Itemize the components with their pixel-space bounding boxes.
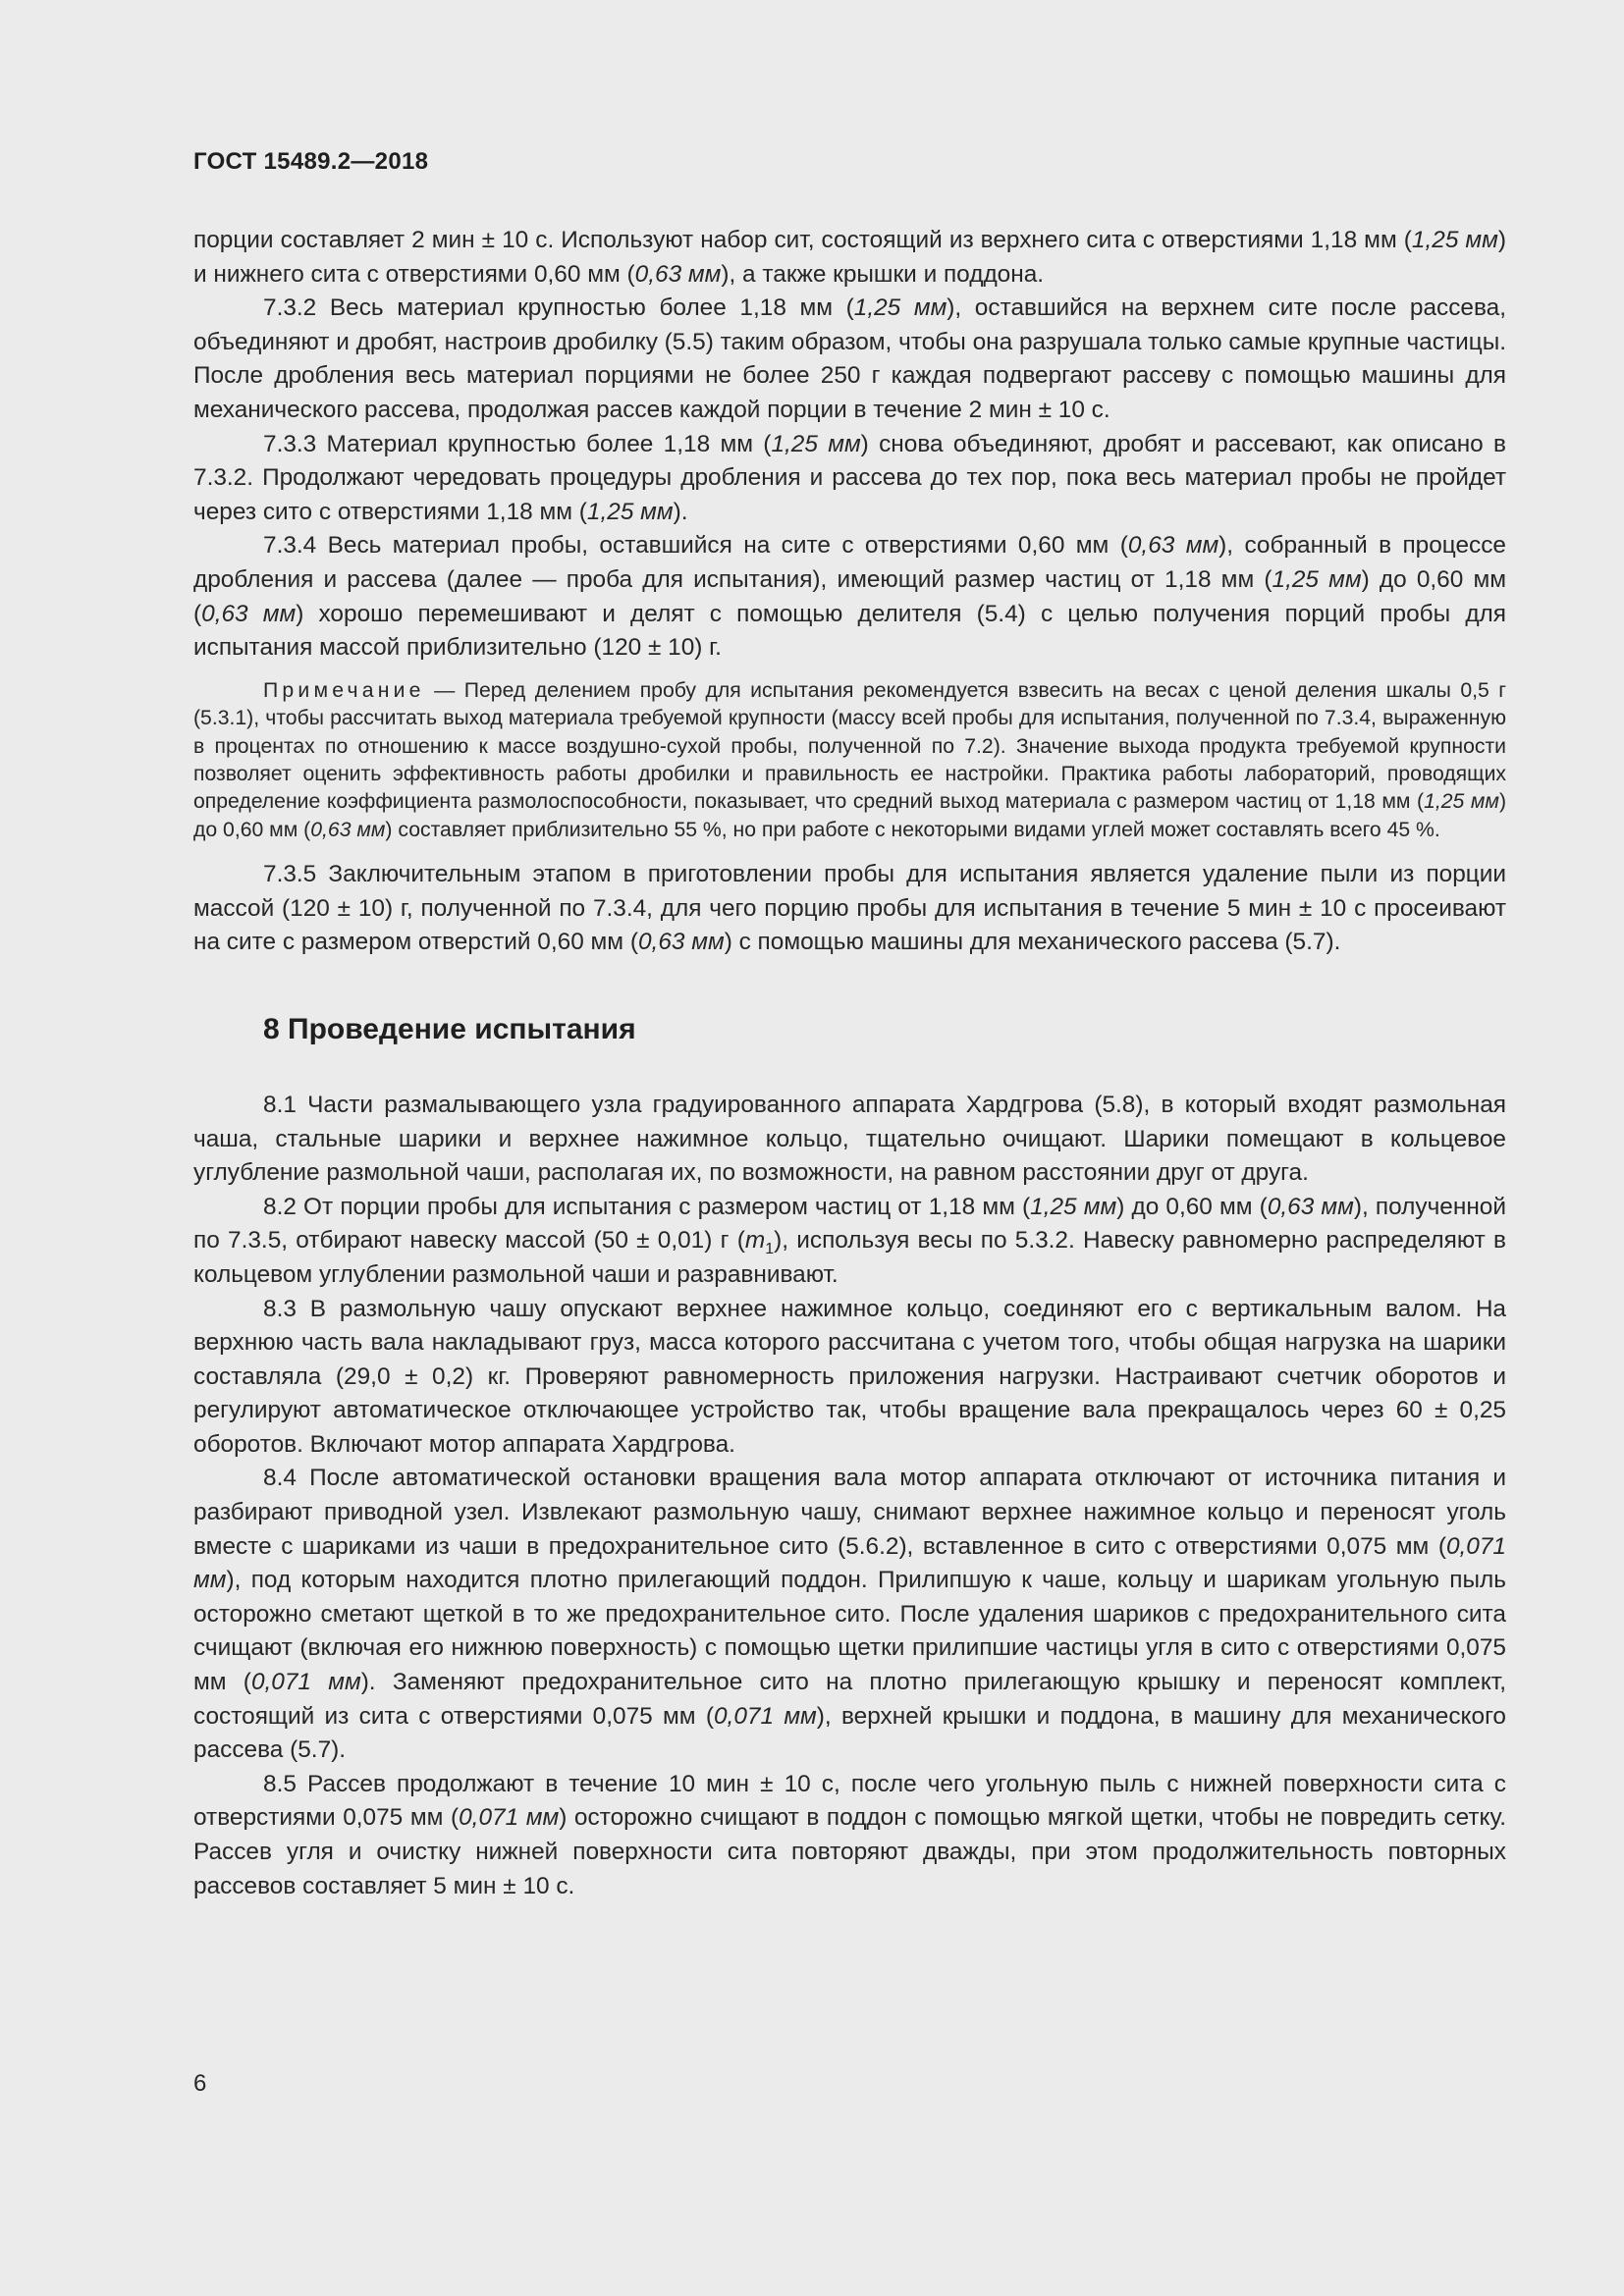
page-number: 6	[193, 2070, 207, 2097]
section-8-title: 8 Проведение испытания	[263, 1012, 636, 1045]
paragraph-7-3-1-continuation: порции составляет 2 мин ± 10 с. Используют набор сит, состоящий из верхнего сита с отверстиями 1,18 мм (1,25 мм) и нижнего сита с отверстиями 0,60 мм (0,63 мм), а также крышки и поддона.	[193, 227, 1506, 288]
paragraph-8-4: 8.4 После автоматической остановки вращения вала мотор аппарата отключают от источника питания и разбирают приводной узел. Извлекают размольную чашу, снимают верхнее нажимное кольцо и переносят уголь вместе с шариками из чаши в предохранительное сито (5.6.2), вставленное в сито с отверстиями 0,075 мм (0,071 мм), под которым находится плотно прилегающий поддон. Прилипшую к чаше, кольцу и шарикам угольную пыль осторожно сметают щеткой в то же предохранительное сито. После удаления шариков с предохранительного сита счищают (включая его нижнюю поверхность) с помощью щетки прилипшие частицы угля в сито с отверстиями 0,075 мм (0,071 мм). Заменяют предохранительное сито на плотно прилегающую крышку и переносят комплект, состоящий из сита с отверстиями 0,075 мм (0,071 мм), верхней крышки и поддона, в машину для механического рассева (5.7).	[193, 1465, 1507, 1764]
note-label: Примечание	[263, 678, 425, 702]
paragraph-7-3-2: 7.3.2 Весь материал крупностью более 1,18 мм (1,25 мм), оставшийся на верхнем сите после рассева, объединяют и дробят, настроив дробилку (5.5) таким образом, чтобы она разрушала только самые крупные частицы. После дробления весь материал порциями не более 250 г каждая подвергают рассеву с помощью машины для механического рассева, продолжая рассев каждой порции в течение 2 мин ± 10 с.	[193, 294, 1506, 423]
paragraph-8-2: 8.2 От порции пробы для испытания с размером частиц от 1,18 мм (1,25 мм) до 0,60 мм (0,63 мм), полученной по 7.3.5, отбирают навеску массой (50 ± 0,01) г $(m_1)$, используя весы по 5.3.2. Навеску равномерно распределяют в кольцевом углублении размольной чаши и разравнивают.	[193, 1193, 1506, 1288]
paragraph-7-3-4: 7.3.4 Весь материал пробы, оставшийся на сите с отверстиями 0,60 мм (0,63 мм), собранный в процессе дробления и рассева (далее — проба для испытания), имеющий размер частиц от 1,18 мм (1,25 мм) до 0,60 мм (0,63 мм) хорошо перемешивают и делят с помощью делителя (5.4) с целью получения порций пробы для испытания массой приблизительно (120 ± 10) г.	[193, 532, 1506, 662]
paragraph-8-5: 8.5 Рассев продолжают в течение 10 мин ± 10 с, после чего угольную пыль с нижней поверхности сита с отверстиями 0,075 мм (0,071 мм) осторожно счищают в поддон с помощью мягкой щетки, чтобы не повредить сетку. Рассев угля и очистку нижней поверхности сита повторяют дважды, при этом продолжительность повторных рассевов составляет 5 мин ± 10 с.	[193, 1770, 1506, 1899]
document-body	[193, 224, 1506, 1903]
paragraph-7-3-3: 7.3.3 Материал крупностью более 1,18 мм (1,25 мм) снова объединяют, дробят и рассевают, как описано в 7.3.2. Продолжают чередовать процедуры дробления и рассева до тех пор, пока весь материал пробы не пройдет через сито с отверстиями 1,18 мм (1,25 мм).	[193, 430, 1506, 525]
paragraph-8-1: 8.1 Части размалывающего узла градуированного аппарата Хардгрова (5.8), в который входят размольная чаша, стальные шарики и верхнее нажимное кольцо, тщательно очищают. Шарики помещают в кольцевое углубление размольной чаши, располагая их, по возможности, на равном расстоянии друг от друга.	[193, 1091, 1506, 1187]
note-paragraph: Примечание — Перед делением пробу для испытания рекомендуется взвесить на весах с ценой деления шкалы 0,5 г (5.3.1), чтобы рассчитать выход материала требуемой крупности (массу всей пробы для испытания, полученной по 7.3.4, выраженную в процентах по отношению к массе воздушно-сухой пробы, полученной по 7.2). Значение выхода продукта требуемой крупности позволяет оценить эффективность работы дробилки и правильность ее настройки. Практика работы лабораторий, проводящих определение коэффициента размолоспособности, показывает, что средний выход материала с размером частиц от 1,18 мм (1,25 мм) до 0,60 мм (0,63 мм) составляет приблизительно 55 %, но при работе с некоторыми видами углей может составлять всего 45 %.	[193, 678, 1506, 841]
paragraph-8-3: 8.3 В размольную чашу опускают верхнее нажимное кольцо, соединяют его с вертикальным валом. На верхнюю часть вала накладывают груз, масса которого рассчитана с учетом того, чтобы общая нагрузка на шарики составляла (29,0 ± 0,2) кг. Проверяют равномерность приложения нагрузки. Настраивают счетчик оборотов и регулируют автоматическое отключающее устройство так, чтобы вращение вала прекращалось через 60 ± 0,25 оборотов. Включают мотор аппарата Хардгрова.	[193, 1295, 1506, 1458]
paragraph-7-3-5: 7.3.5 Заключительным этапом в приготовлении пробы для испытания является удаление пыли из порции массой (120 ± 10) г, полученной по 7.3.4, для чего порцию пробы для испытания в течение 5 мин ± 10 с просеивают на сите с размером отверстий 0,60 мм (0,63 мм) с помощью машины для механического рассева (5.7).	[193, 861, 1506, 956]
document-header: ГОСТ 15489.2—2018	[193, 148, 429, 175]
